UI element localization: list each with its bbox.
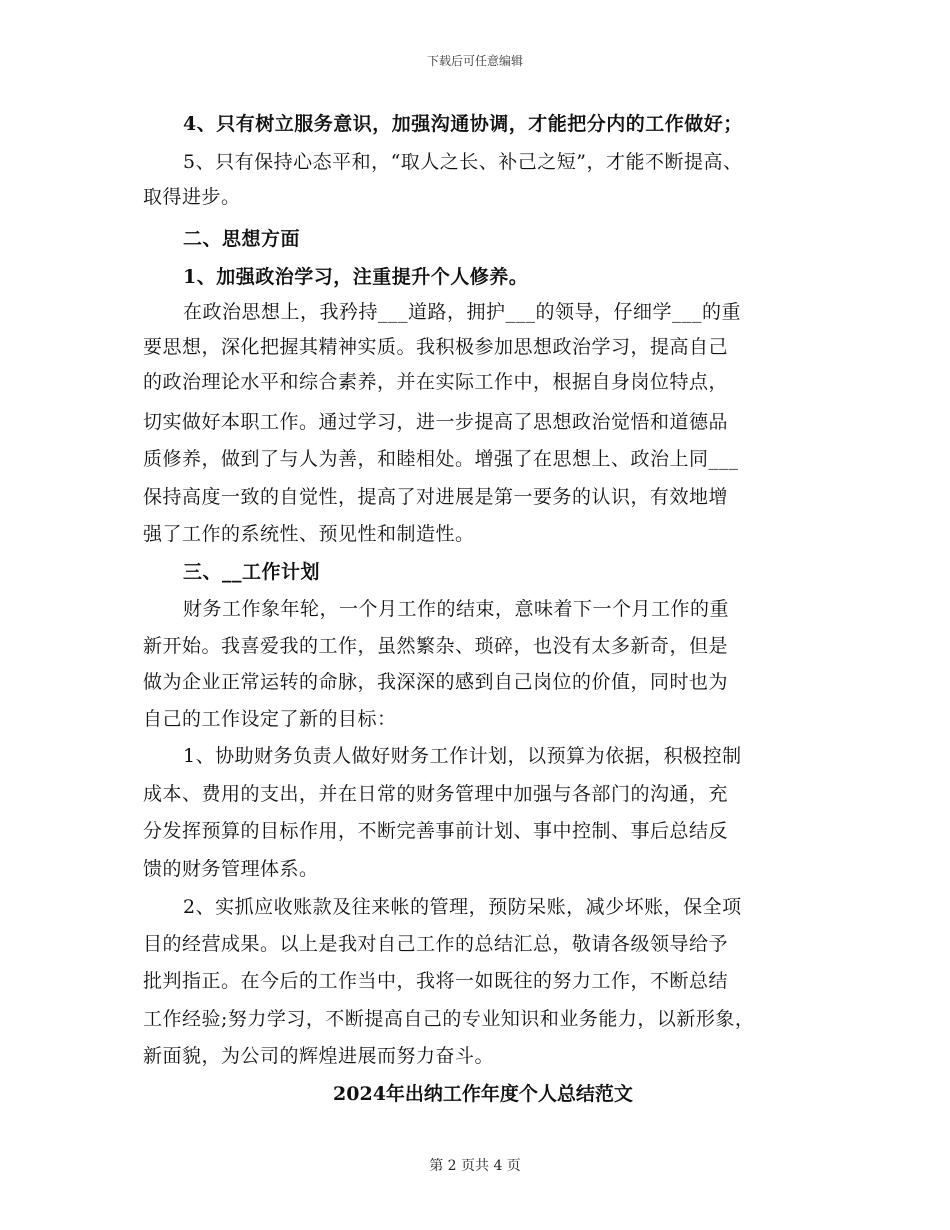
paragraph-line: 自己的工作设定了新的目标： <box>143 708 397 730</box>
paragraph-line: 新面貌，为公司的辉煌进展而努力奋斗。 <box>143 1045 495 1067</box>
paragraph-line: 目的经营成果。以上是我对自己工作的总结汇总，敬请各级领导给予 <box>143 933 729 955</box>
section-heading-3: 三、__工作计划 <box>183 561 321 583</box>
paragraph-line: 的政治理论水平和综合素养，并在实际工作中，根据自身岗位特点， <box>143 371 729 393</box>
paragraph-line: 强了工作的系统性、预见性和制造性。 <box>143 523 475 545</box>
section-heading-2: 二、思想方面 <box>183 228 301 250</box>
paragraph-line: 馈的财务管理体系。 <box>143 858 319 880</box>
paragraph-line: 做为企业正常运转的命脉，我深深的感到自己岗位的价值，同时也为 <box>143 671 729 693</box>
subheading-2-1: 1、加强政治学习，注重提升个人修养。 <box>183 266 529 288</box>
next-article-title: 2024年出纳工作年度个人总结范文 <box>333 1083 633 1105</box>
paragraph-line: 要思想，深化把握其精神实质。我积极参加思想政治学习，提高自己 <box>143 336 729 358</box>
paragraph-line: 切实做好本职工作。通过学习，进一步提高了思想政治觉悟和道德品 <box>143 411 729 433</box>
point-5-line-1: 5、只有保持心态平和，“取人之长、补己之短”，才能不断提高、 <box>183 151 743 173</box>
paragraph-line: 质修养，做到了与人为善，和睦相处。增强了在思想上、政治上同___ <box>143 448 739 470</box>
paragraph-line: 工作经验;努力学习，不断提高自己的专业知识和业务能力，以新形象， <box>143 1008 755 1030</box>
paragraph-line: 1、协助财务负责人做好财务工作计划，以预算为依据，积极控制 <box>183 745 742 767</box>
page-footer: 第 2 页共 4 页 <box>429 1158 521 1174</box>
paragraph-line: 新开始。我喜爱我的工作，虽然繁杂、琐碎，也没有太多新奇，但是 <box>143 635 729 657</box>
paragraph-line: 财务工作象年轮，一个月工作的结束，意味着下一个月工作的重 <box>183 598 730 620</box>
paragraph-line: 2、实抓应收账款及往来帐的管理，预防呆账，减少坏账，保全项 <box>183 896 742 918</box>
point-5-line-2: 取得进步。 <box>143 186 241 208</box>
page-header: 下载后可任意编辑 <box>426 54 523 68</box>
paragraph-line: 保持高度一致的自觉性，提高了对进展是第一要务的认识，有效地增 <box>143 486 729 508</box>
paragraph-line: 在政治思想上，我矜持___道路，拥护___的领导，仔细学___的重 <box>183 301 742 323</box>
paragraph-line: 批判指正。在今后的工作当中，我将一如既往的努力工作，不断总结 <box>143 970 729 992</box>
paragraph-line: 成本、费用的支出，并在日常的财务管理中加强与各部门的沟通，充 <box>143 783 729 805</box>
paragraph-line: 分发挥预算的目标作用，不断完善事前计划、事中控制、事后总结反 <box>143 820 729 842</box>
point-4: 4、只有树立服务意识，加强沟通协调，才能把分内的工作做好； <box>183 113 743 135</box>
